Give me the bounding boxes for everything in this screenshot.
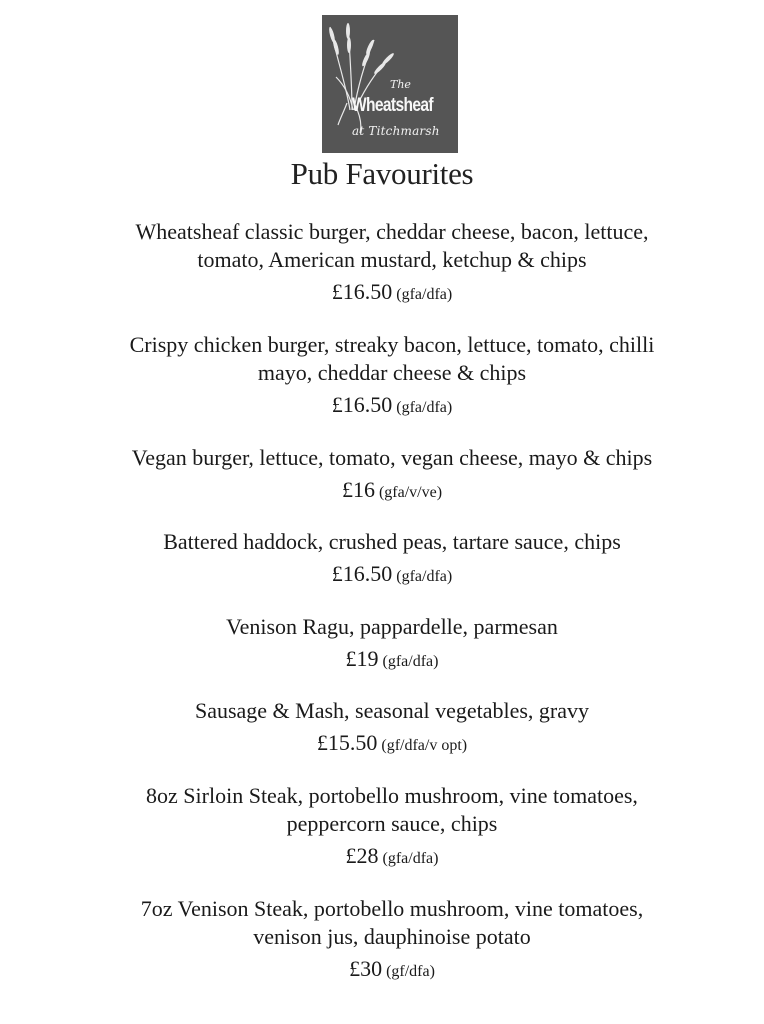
menu-item — [0, 613, 764, 676]
item-description-line: venison jus, dauphinoise potato — [253, 924, 531, 949]
menu-item — [0, 782, 764, 873]
item-description-line: tomato, American mustard, ketchup & chips — [197, 247, 587, 272]
item-price: £16 — [341, 477, 375, 502]
menu-item — [0, 218, 764, 309]
page-title: Pub Favourites — [290, 156, 474, 191]
menu-item — [0, 528, 764, 591]
item-description-line: peppercorn sauce, chips — [286, 811, 498, 836]
menu-item — [0, 331, 764, 422]
item-dietary: (gfa/dfa) — [396, 399, 453, 416]
item-dietary: (gfa/dfa) — [382, 850, 439, 867]
item-price: £19 — [345, 646, 379, 671]
item-price: £16.50 — [331, 279, 393, 304]
item-dietary: (gfa/v/ve) — [378, 484, 443, 501]
item-price: £15.50 — [316, 730, 378, 755]
item-dietary: (gfa/dfa) — [396, 568, 453, 585]
item-description-line: mayo, cheddar cheese & chips — [257, 360, 527, 385]
item-description-line: Battered haddock, crushed peas, tartare sauce, chips — [163, 529, 621, 554]
item-price: £16.50 — [331, 561, 393, 586]
item-description-line: Venison Ragu, pappardelle, parmesan — [226, 614, 558, 639]
item-description-line: Vegan burger, lettuce, tomato, vegan cheese, mayo & chips — [131, 445, 653, 470]
logo-text-the: The — [390, 78, 411, 91]
menu-item — [0, 444, 764, 507]
item-price: £30 — [349, 956, 383, 981]
menu-item — [0, 697, 764, 760]
wheatsheaf-logo — [322, 15, 458, 153]
item-description-line: 8oz Sirloin Steak, portobello mushroom, vine tomatoes, — [146, 783, 638, 808]
logo-text-name: Wheatsheaf — [352, 95, 433, 116]
item-dietary: (gfa/dfa) — [396, 286, 453, 303]
item-description-line: Crispy chicken burger, streaky bacon, lettuce, tomato, chilli — [129, 332, 655, 357]
item-price: £28 — [345, 843, 379, 868]
item-description-line: 7oz Venison Steak, portobello mushroom, vine tomatoes, — [140, 896, 644, 921]
logo-text-location: at Titchmarsh — [352, 124, 440, 138]
item-dietary: (gf/dfa/v opt) — [381, 737, 468, 754]
item-price: £16.50 — [331, 392, 393, 417]
menu-item — [0, 895, 764, 986]
item-dietary: (gf/dfa) — [386, 963, 435, 980]
item-dietary: (gfa/dfa) — [382, 653, 439, 670]
item-description-line: Sausage & Mash, seasonal vegetables, gravy — [194, 698, 590, 723]
item-description-line: Wheatsheaf classic burger, cheddar cheese, bacon, lettuce, — [135, 219, 649, 244]
